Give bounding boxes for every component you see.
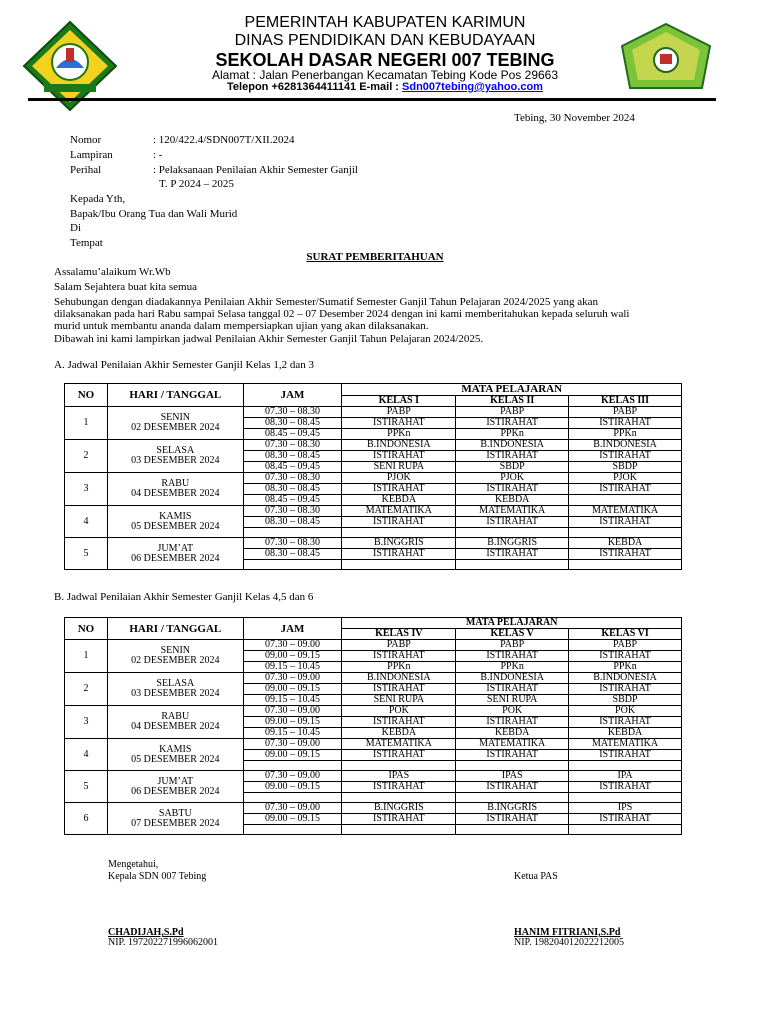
time-cell: 09.00 – 09.15 [243, 750, 342, 761]
subject-cell: ISTIRAHAT [569, 782, 682, 793]
table-row [65, 739, 682, 750]
subject-cell: PPKn [569, 429, 682, 440]
time-cell: 09.00 – 09.15 [243, 814, 342, 825]
subject-cell: SBDP [456, 462, 569, 473]
perihal-value: : Pelaksanaan Penilaian Akhir Semester Ganjil [153, 164, 358, 176]
subject-cell: ISTIRAHAT [342, 717, 456, 728]
table-row [65, 673, 682, 684]
col-no: NO [65, 618, 108, 640]
table-row [65, 706, 682, 717]
subject-cell: POK [569, 706, 682, 717]
subject-cell: B.INDONESIA [342, 673, 456, 684]
time-cell [243, 793, 342, 803]
day-number: 2 [65, 673, 108, 706]
subject-cell: PJOK [456, 473, 569, 484]
time-cell: 07.30 – 09.00 [243, 640, 342, 651]
ketua-nip: NIP. 198204012022212005 [514, 937, 625, 948]
place-date: Tebing, 30 November 2024 [514, 112, 635, 124]
table-row [65, 473, 682, 484]
subject-cell: ISTIRAHAT [456, 517, 569, 528]
subject-cell: IPA [569, 771, 682, 782]
time-cell: 07.30 – 08.30 [243, 538, 342, 549]
col-kelas-1: KELAS I [342, 395, 456, 407]
day-name: SENIN [160, 412, 191, 423]
subject-cell: ISTIRAHAT [342, 750, 456, 761]
subject-cell: ISTIRAHAT [342, 451, 456, 462]
subject-cell: KEBDA [342, 495, 456, 506]
table-row [65, 407, 682, 418]
subject-cell: B.INDONESIA [456, 673, 569, 684]
subject-cell: MATEMATIKA [569, 739, 682, 750]
subject-cell: SENI RUPA [456, 695, 569, 706]
subject-cell: KEBDA [342, 728, 456, 739]
col-kelas-2: KELAS II [456, 395, 569, 407]
time-cell: 08.30 – 08.45 [243, 451, 342, 462]
ketua-title: Ketua PAS [514, 871, 558, 882]
schedule-table-a [64, 383, 682, 570]
day-date-cell [107, 803, 243, 835]
subject-cell [342, 528, 456, 538]
section-a-heading: A. Jadwal Penilaian Akhir Semester Ganjil Kelas 1,2 dan 3 [54, 359, 314, 371]
day-date: 06 DESEMBER 2024 [131, 552, 220, 564]
col-mata-pelajaran: MATA PELAJARAN [342, 384, 682, 396]
time-cell: 08.45 – 09.45 [243, 462, 342, 473]
subject-cell: MATEMATIKA [456, 739, 569, 750]
subject-cell: KEBDA [569, 728, 682, 739]
col-no: NO [65, 384, 108, 407]
subject-cell: ISTIRAHAT [342, 651, 456, 662]
table-row [65, 538, 682, 549]
subject-cell: ISTIRAHAT [342, 549, 456, 560]
day-name: SENIN [160, 645, 191, 656]
day-date-cell [107, 739, 243, 771]
col-jam: JAM [243, 618, 342, 640]
col-kelas-3: KELAS III [569, 395, 682, 407]
day-name: RABU [161, 478, 190, 489]
subject-cell: ISTIRAHAT [456, 814, 569, 825]
day-name: JUM’AT [157, 775, 194, 787]
subject-cell: B.INDONESIA [456, 440, 569, 451]
table-row [65, 640, 682, 651]
day-date: 05 DESEMBER 2024 [131, 520, 220, 532]
penerima: Bapak/Ibu Orang Tua dan Wali Murid [70, 208, 238, 220]
subject-cell: MATEMATIKA [569, 506, 682, 517]
subject-cell: KEBDA [456, 495, 569, 506]
subject-cell: ISTIRAHAT [569, 451, 682, 462]
day-number: 5 [65, 538, 108, 570]
body-line-4: Dibawah ini kami lampirkan jadwal Penilaian Akhir Semester Ganjil Tahun Pelajaran 2024/2025. [54, 333, 484, 345]
header-department: DINAS PENDIDIKAN DAN KEBUDAYAAN [234, 32, 536, 49]
subject-cell: MATEMATIKA [342, 506, 456, 517]
day-number: 1 [65, 407, 108, 440]
subject-cell: ISTIRAHAT [456, 651, 569, 662]
day-date-cell [107, 407, 243, 440]
time-cell: 07.30 – 08.30 [243, 440, 342, 451]
subject-cell: PABP [456, 407, 569, 418]
sdn-007-tebing-logo [620, 22, 712, 92]
di: Di [70, 222, 81, 234]
day-date: 06 DESEMBER 2024 [131, 785, 220, 797]
subject-cell [342, 825, 456, 835]
time-cell: 08.30 – 08.45 [243, 484, 342, 495]
perihal-value-line2: T. P 2024 – 2025 [159, 178, 234, 190]
time-cell: 07.30 – 08.30 [243, 473, 342, 484]
time-cell: 07.30 – 09.00 [243, 803, 342, 814]
day-number: 5 [65, 771, 108, 803]
day-number: 6 [65, 803, 108, 835]
subject-cell [569, 761, 682, 771]
kepada: Kepada Yth, [70, 193, 126, 205]
day-date: 05 DESEMBER 2024 [131, 753, 220, 765]
subject-cell: ISTIRAHAT [569, 418, 682, 429]
subject-cell [342, 793, 456, 803]
salam-1: Assalamu’alaikum Wr.Wb [54, 266, 171, 278]
time-cell: 09.15 – 10.45 [243, 695, 342, 706]
day-number: 4 [65, 739, 108, 771]
subject-cell: ISTIRAHAT [342, 484, 456, 495]
subject-cell: PJOK [569, 473, 682, 484]
day-name: SABTU [158, 807, 192, 819]
time-cell: 08.30 – 08.45 [243, 418, 342, 429]
section-b-heading: B. Jadwal Penilaian Akhir Semester Ganjil Kelas 4,5 dan 6 [54, 591, 314, 603]
subject-cell [456, 560, 569, 570]
subject-cell: B.INGGRIS [456, 803, 569, 814]
kepala-title: Kepala SDN 007 Tebing [108, 871, 207, 882]
day-name: JUM’AT [157, 542, 194, 554]
perihal-label: Perihal [70, 164, 102, 176]
subject-cell: MATEMATIKA [456, 506, 569, 517]
table-row [65, 440, 682, 451]
day-date: 04 DESEMBER 2024 [131, 721, 220, 732]
subject-cell [342, 560, 456, 570]
table-row [65, 506, 682, 517]
subject-cell: IPAS [456, 771, 569, 782]
day-date-cell [107, 771, 243, 803]
subject-cell: ISTIRAHAT [342, 782, 456, 793]
subject-cell: SENI RUPA [342, 462, 456, 473]
subject-cell [456, 761, 569, 771]
schedule-table-b [64, 617, 682, 835]
subject-cell [569, 495, 682, 506]
day-number: 4 [65, 506, 108, 538]
subject-cell: ISTIRAHAT [456, 750, 569, 761]
col-jam: JAM [243, 384, 342, 407]
day-date: 03 DESEMBER 2024 [131, 688, 220, 699]
subject-cell: PPKn [569, 662, 682, 673]
day-number: 1 [65, 640, 108, 673]
day-date: 04 DESEMBER 2024 [131, 488, 220, 499]
header-divider [28, 98, 716, 101]
subject-cell: PABP [569, 407, 682, 418]
subject-cell: ISTIRAHAT [569, 651, 682, 662]
time-cell: 07.30 – 09.00 [243, 673, 342, 684]
day-date: 02 DESEMBER 2024 [131, 422, 220, 433]
subject-cell: ISTIRAHAT [569, 684, 682, 695]
day-name: SELASA [156, 445, 195, 456]
subject-cell [456, 825, 569, 835]
header-contact [150, 81, 620, 93]
body-line-1: Sehubungan dengan diadakannya Penilaian Akhir Semester/Sumatif Semester Ganjil Tahun Pelajaran 2024/2025 yang akan [54, 296, 599, 308]
subject-cell: PABP [456, 640, 569, 651]
col-kelas-5: KELAS V [456, 629, 569, 640]
nomor-value: : 120/422.4/SDN007T/XII.2024 [153, 134, 295, 146]
subject-cell: ISTIRAHAT [456, 451, 569, 462]
time-cell [243, 560, 342, 570]
subject-cell: ISTIRAHAT [569, 484, 682, 495]
day-date-cell [107, 473, 243, 506]
subject-cell: ISTIRAHAT [569, 814, 682, 825]
ketua-name: HANIM FITRIANI,S.Pd [514, 927, 621, 938]
day-number: 3 [65, 706, 108, 739]
time-cell: 09.00 – 09.15 [243, 651, 342, 662]
time-cell: 07.30 – 09.00 [243, 739, 342, 750]
nomor-label: Nomor [70, 134, 102, 146]
subject-cell: B.INDONESIA [569, 673, 682, 684]
day-name: RABU [161, 711, 190, 722]
day-number: 2 [65, 440, 108, 473]
subject-cell: PPKn [342, 662, 456, 673]
day-name: KAMIS [159, 743, 192, 755]
time-cell [243, 761, 342, 771]
salam-2: Salam Sejahtera buat kita semua [54, 281, 197, 293]
time-cell: 07.30 – 09.00 [243, 706, 342, 717]
time-cell [243, 528, 342, 538]
day-date: 02 DESEMBER 2024 [131, 655, 220, 666]
kepala-nip: NIP. 197202271996062001 [108, 937, 219, 948]
subject-cell: ISTIRAHAT [456, 418, 569, 429]
col-hari-tanggal: HARI / TANGGAL [107, 384, 243, 407]
letter-title: SURAT PEMBERITAHUAN [306, 251, 444, 263]
col-mata-pelajaran: MATA PELAJARAN [342, 618, 682, 629]
subject-cell: ISTIRAHAT [456, 549, 569, 560]
day-date-cell [107, 506, 243, 538]
subject-cell: ISTIRAHAT [342, 684, 456, 695]
mengetahui: Mengetahui, [108, 859, 159, 870]
time-cell: 08.30 – 08.45 [243, 549, 342, 560]
subject-cell: ISTIRAHAT [342, 517, 456, 528]
tempat: Tempat [70, 237, 103, 249]
subject-cell: SENI RUPA [342, 695, 456, 706]
day-date: 03 DESEMBER 2024 [131, 455, 220, 466]
header-address: Alamat : Jalan Penerbangan Kecamatan Tebing Kode Pos 29663 [211, 68, 559, 82]
subject-cell: B.INDONESIA [342, 440, 456, 451]
subject-cell: PPKn [456, 429, 569, 440]
subject-cell: B.INGGRIS [342, 538, 456, 549]
lampiran-value: : - [153, 149, 163, 161]
time-cell: 07.30 – 08.30 [243, 407, 342, 418]
day-date: 07 DESEMBER 2024 [131, 817, 220, 829]
header-phone: Telepon +6281364411141 E-mail : [227, 81, 403, 93]
subject-cell: PABP [342, 640, 456, 651]
time-cell: 09.00 – 09.15 [243, 782, 342, 793]
day-date-cell [107, 640, 243, 673]
lampiran-label: Lampiran [70, 149, 113, 161]
subject-cell: ISTIRAHAT [569, 517, 682, 528]
day-name: KAMIS [159, 510, 192, 522]
subject-cell: ISTIRAHAT [456, 484, 569, 495]
time-cell: 08.30 – 08.45 [243, 517, 342, 528]
time-cell: 07.30 – 08.30 [243, 506, 342, 517]
subject-cell: PJOK [342, 473, 456, 484]
day-date-cell [107, 706, 243, 739]
subject-cell: B.INGGRIS [456, 538, 569, 549]
subject-cell: ISTIRAHAT [342, 814, 456, 825]
day-name: SELASA [156, 678, 195, 689]
subject-cell: MATEMATIKA [342, 739, 456, 750]
subject-cell [569, 793, 682, 803]
subject-cell: PPKn [456, 662, 569, 673]
time-cell: 08.45 – 09.45 [243, 429, 342, 440]
subject-cell: KEBDA [569, 538, 682, 549]
day-date-cell [107, 440, 243, 473]
subject-cell: ISTIRAHAT [342, 418, 456, 429]
subject-cell [342, 761, 456, 771]
header-government: PEMERINTAH KABUPATEN KARIMUN [244, 14, 526, 31]
header-email-link[interactable]: Sdn007tebing@yahoo.com [402, 81, 543, 93]
subject-cell: KEBDA [456, 728, 569, 739]
subject-cell: POK [456, 706, 569, 717]
subject-cell: ISTIRAHAT [569, 717, 682, 728]
subject-cell: SBDP [569, 695, 682, 706]
time-cell [243, 825, 342, 835]
subject-cell [456, 793, 569, 803]
subject-cell: SBDP [569, 462, 682, 473]
day-date-cell [107, 538, 243, 570]
subject-cell: ISTIRAHAT [569, 549, 682, 560]
time-cell: 08.45 – 09.45 [243, 495, 342, 506]
table-row [65, 771, 682, 782]
body-line-2: dilaksanakan pada hari Rabu sampai Selasa tanggal 02 – 07 Desember 2024 dengan ini kami memberitahukan kepada seluruh wali [54, 308, 630, 320]
time-cell: 09.00 – 09.15 [243, 717, 342, 728]
subject-cell: IPS [569, 803, 682, 814]
subject-cell: PABP [569, 640, 682, 651]
day-date-cell [107, 673, 243, 706]
subject-cell: IPAS [342, 771, 456, 782]
subject-cell: ISTIRAHAT [456, 717, 569, 728]
subject-cell: B.INGGRIS [342, 803, 456, 814]
col-kelas-6: KELAS VI [569, 629, 682, 640]
subject-cell [569, 560, 682, 570]
time-cell: 09.15 – 10.45 [243, 728, 342, 739]
time-cell: 07.30 – 09.00 [243, 771, 342, 782]
subject-cell: ISTIRAHAT [456, 782, 569, 793]
subject-cell: B.INDONESIA [569, 440, 682, 451]
header-school-name: SEKOLAH DASAR NEGERI 007 TEBING [215, 50, 555, 70]
time-cell: 09.00 – 09.15 [243, 684, 342, 695]
col-kelas-4: KELAS IV [342, 629, 456, 640]
day-number: 3 [65, 473, 108, 506]
subject-cell: PPKn [342, 429, 456, 440]
subject-cell [456, 528, 569, 538]
col-hari-tanggal: HARI / TANGGAL [107, 618, 243, 640]
table-row [65, 803, 682, 814]
subject-cell: POK [342, 706, 456, 717]
subject-cell: PABP [342, 407, 456, 418]
subject-cell: ISTIRAHAT [569, 750, 682, 761]
kepala-name: CHADIJAH,S.Pd [108, 927, 184, 938]
subject-cell [569, 825, 682, 835]
time-cell: 09.15 – 10.45 [243, 662, 342, 673]
body-line-3: murid untuk membantu ananda dalam mempersiapkan ujian yang akan dilaksanakan. [54, 320, 429, 332]
subject-cell [569, 528, 682, 538]
subject-cell: ISTIRAHAT [456, 684, 569, 695]
